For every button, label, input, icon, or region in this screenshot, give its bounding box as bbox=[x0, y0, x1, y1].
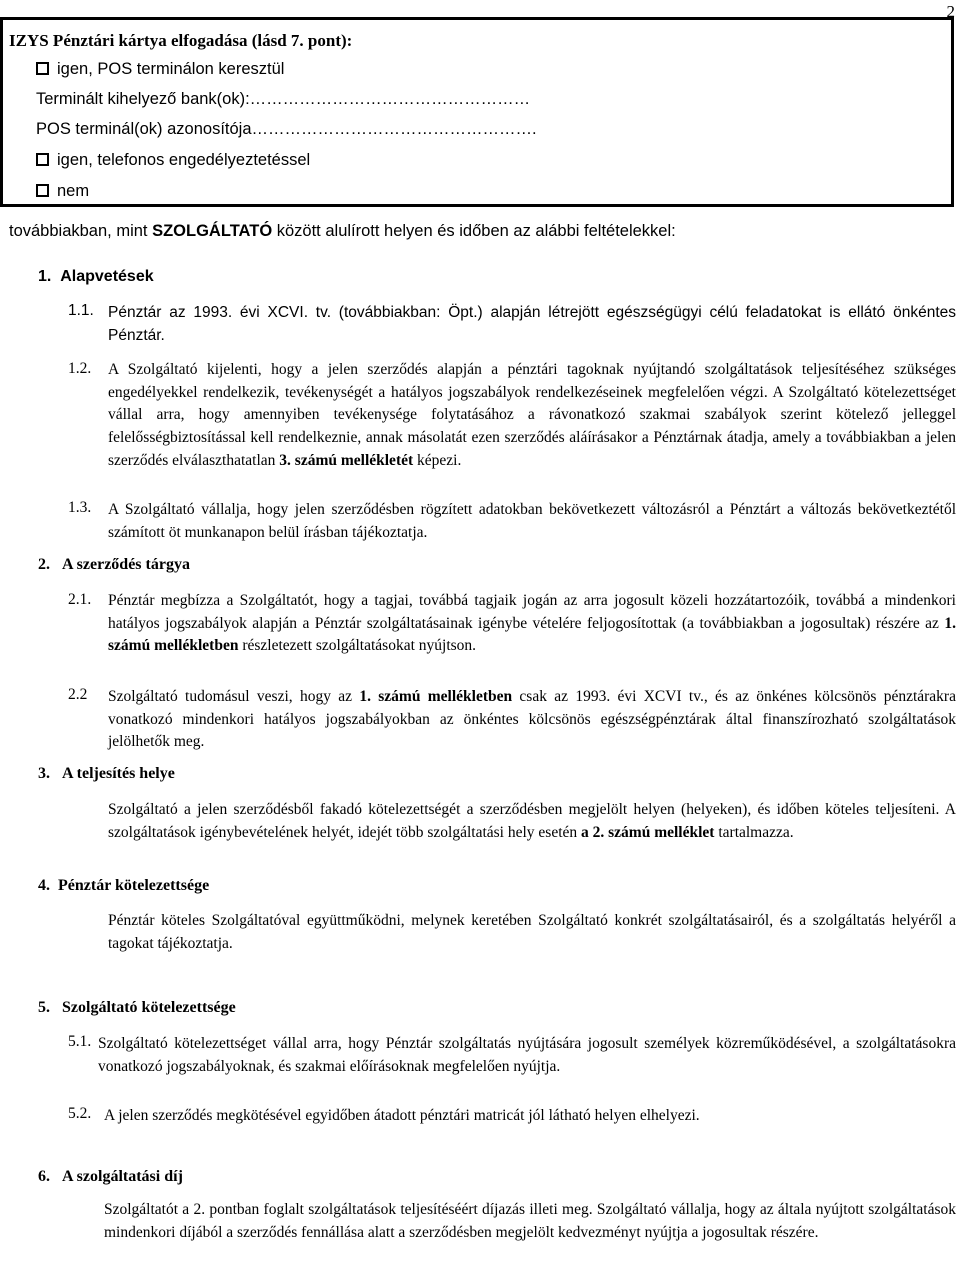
p11-text: Pénztár az 1993. évi XCVI. tv. (továbbiakban: Öpt.) alapján létrejött egészségügyi célú feladatokat is ellátó önkéntes Pénztár. bbox=[108, 304, 956, 344]
section-4-title: Pénztár kötelezettsége bbox=[58, 877, 210, 894]
p21-bold: 1. számú mellékletben bbox=[108, 614, 956, 655]
pos-id-line: POS terminál(ok) azonosítója……………………………………………. bbox=[36, 120, 537, 138]
p21-text-a: Pénztár megbízza a Szolgáltatót, hogy a tagjai, továbbá tagjaik jogán az arra jogosult közeli hozzátartozóik, továbbá a mindenkori hatályos jogszabályok alapján a Pénztár szolgáltatásainak igénybe vételére feljogosítottak (a továbbiakban a jogosultak) részére az bbox=[108, 592, 956, 632]
p11-num: 1.1. bbox=[68, 302, 94, 319]
p22-num: 2.2 bbox=[68, 686, 88, 703]
option-phone-row[interactable] bbox=[36, 151, 310, 170]
p22-bold: 1. számú mellékletben bbox=[359, 688, 513, 705]
box-title: IZYS Pénztári kártya elfogadása (lásd 7. pont): bbox=[9, 31, 353, 50]
p21-text-b: részletezett szolgáltatásokat nyújtson. bbox=[238, 637, 477, 655]
section-2-title: A szerződés tárgya bbox=[62, 556, 190, 573]
section-5-num: 5. bbox=[38, 999, 50, 1016]
p21-text bbox=[108, 590, 956, 658]
p22-text-b: csak az 1993. évi XCVI tv., és az önkénes kölcsönös pénztárakra vonatkozó mindenkori hatályos jogszabályokban az önkéntes kölcsönös egészségpénztárak által finanszírozható szolgáltatások jelölhetők meg. bbox=[108, 688, 956, 751]
p51-num: 5.1. bbox=[68, 1033, 92, 1050]
section-1-num: 1. bbox=[38, 268, 52, 285]
p22-text bbox=[108, 686, 956, 754]
section-1-heading bbox=[38, 268, 154, 286]
s3-bold: a 2. számú melléklet bbox=[581, 823, 715, 841]
section-5-title: Szolgáltató kötelezettsége bbox=[62, 999, 236, 1016]
p21-num: 2.1. bbox=[68, 591, 92, 608]
section-3-title: A teljesítés helye bbox=[62, 765, 175, 782]
p12-text-b: képezi. bbox=[413, 451, 462, 469]
p13-text: A Szolgáltató vállalja, hogy jelen szerződésben rögzített adatokban bekövetkezett változásról a Pénztárt a változás bekövetkeztétől számított öt munkanapon belül írásban tájékoztatja. bbox=[108, 501, 956, 541]
option-no-label: nem bbox=[57, 182, 90, 200]
page-number: 2 bbox=[946, 2, 955, 21]
intro-line bbox=[9, 222, 676, 241]
section-2-num: 2. bbox=[38, 556, 50, 573]
p52-text: A jelen szerződés megkötésével egyidőben átadott pénztári matricát jól látható helyen elhelyezi. bbox=[104, 1107, 700, 1124]
s3-text-b: tartalmazza. bbox=[714, 823, 794, 841]
option-pos-row[interactable] bbox=[36, 60, 284, 79]
p22-text-a: Szolgáltató tudomásul veszi, hogy az bbox=[108, 688, 360, 705]
checkbox-icon[interactable] bbox=[36, 62, 49, 75]
p51-text bbox=[98, 1033, 956, 1078]
option-no-row[interactable] bbox=[36, 182, 89, 201]
bank-line: Terminált kihelyező bank(ok):…………………………………………… bbox=[36, 90, 531, 108]
p13-num: 1.3. bbox=[68, 499, 92, 516]
p51-text-body: Szolgáltató kötelezettséget vállal arra, hogy Pénztár szolgáltatás nyújtására jogosult személyek közreműködésével, a szolgáltatásokra vonatkozó jogszabályoknak, és szakmai előírásoknak megfelelően nyújtja. bbox=[98, 1035, 956, 1075]
section-5-heading bbox=[38, 999, 236, 1017]
section-3-num: 3. bbox=[38, 765, 50, 782]
section-6-num: 6. bbox=[38, 1168, 50, 1185]
checkbox-icon[interactable] bbox=[36, 184, 49, 197]
intro-bold: SZOLGÁLTATÓ bbox=[152, 222, 273, 240]
section-4-num: 4. bbox=[38, 877, 50, 894]
intro-pre: továbbiakban, mint bbox=[9, 222, 153, 240]
s3-text bbox=[108, 799, 956, 844]
s6-text: Szolgáltatót a 2. pontban foglalt szolgáltatások teljesítéséért díjazás illeti meg. Szolgáltató vállalja, hogy az általa nyújtott szolgáltatások mindenkori díjából a szerződés fennállása alatt a szerződésben megjelölt kedvezményt nyújtja a jogosultak részére. bbox=[104, 1201, 956, 1241]
p12-num: 1.2. bbox=[68, 360, 92, 377]
p12-text bbox=[108, 359, 956, 473]
section-4-heading bbox=[38, 877, 209, 895]
section-6-title: A szolgáltatási díj bbox=[62, 1168, 183, 1185]
p12-bold: 3. számú mellékletét bbox=[279, 451, 414, 469]
section-6-heading bbox=[38, 1168, 183, 1186]
section-3-heading bbox=[38, 765, 175, 783]
checkbox-icon[interactable] bbox=[36, 153, 49, 166]
p12-text-a: A Szolgáltató kijelenti, hogy a jelen szerződés alapján a pénztári tagoknak nyújtandó szolgáltatások teljesítéséhez szükséges engedélyekkel rendelkezik, tevékenységét a hatályos jogszabályok rendelkezéseinek megfelelően végzi. A Szolgáltató kötelezettséget vállal arra, hogy amennyiben tevékenysége folytatásához a rávonatkozó szakmai szabályok szerint kötelező jelleggel felelősségbiztosítással kell rendelkeznie, annak másolatát ezen szerződés aláírásakor a Pénztárnak átadja, amely a továbbiakban a jelen szerződés elválaszthatatlan bbox=[108, 361, 956, 469]
p52-num: 5.2. bbox=[68, 1105, 92, 1122]
intro-post: között alulírott helyen és időben az alábbi feltételekkel: bbox=[272, 222, 676, 240]
s4-text: Pénztár köteles Szolgáltatóval együttműködni, melynek keretében Szolgáltató konkrét szolgáltatásairól, és a szolgáltatás helyéről a tagokat tájékoztatja. bbox=[108, 912, 956, 952]
s3-text-a: Szolgáltató a jelen szerződésből fakadó kötelezettségét a szerződésben megjelölt helyen (helyeken), és időben köteles teljesíteni. A szolgáltatások igénybevételének helyét, idejét több szolgáltatási hely esetén bbox=[108, 801, 956, 841]
option-phone-label: igen, telefonos engedélyeztetéssel bbox=[57, 151, 311, 169]
section-2-heading bbox=[38, 556, 190, 574]
option-pos-label: igen, POS terminálon keresztül bbox=[57, 60, 285, 78]
section-1-title: Alapvetések bbox=[60, 268, 154, 285]
